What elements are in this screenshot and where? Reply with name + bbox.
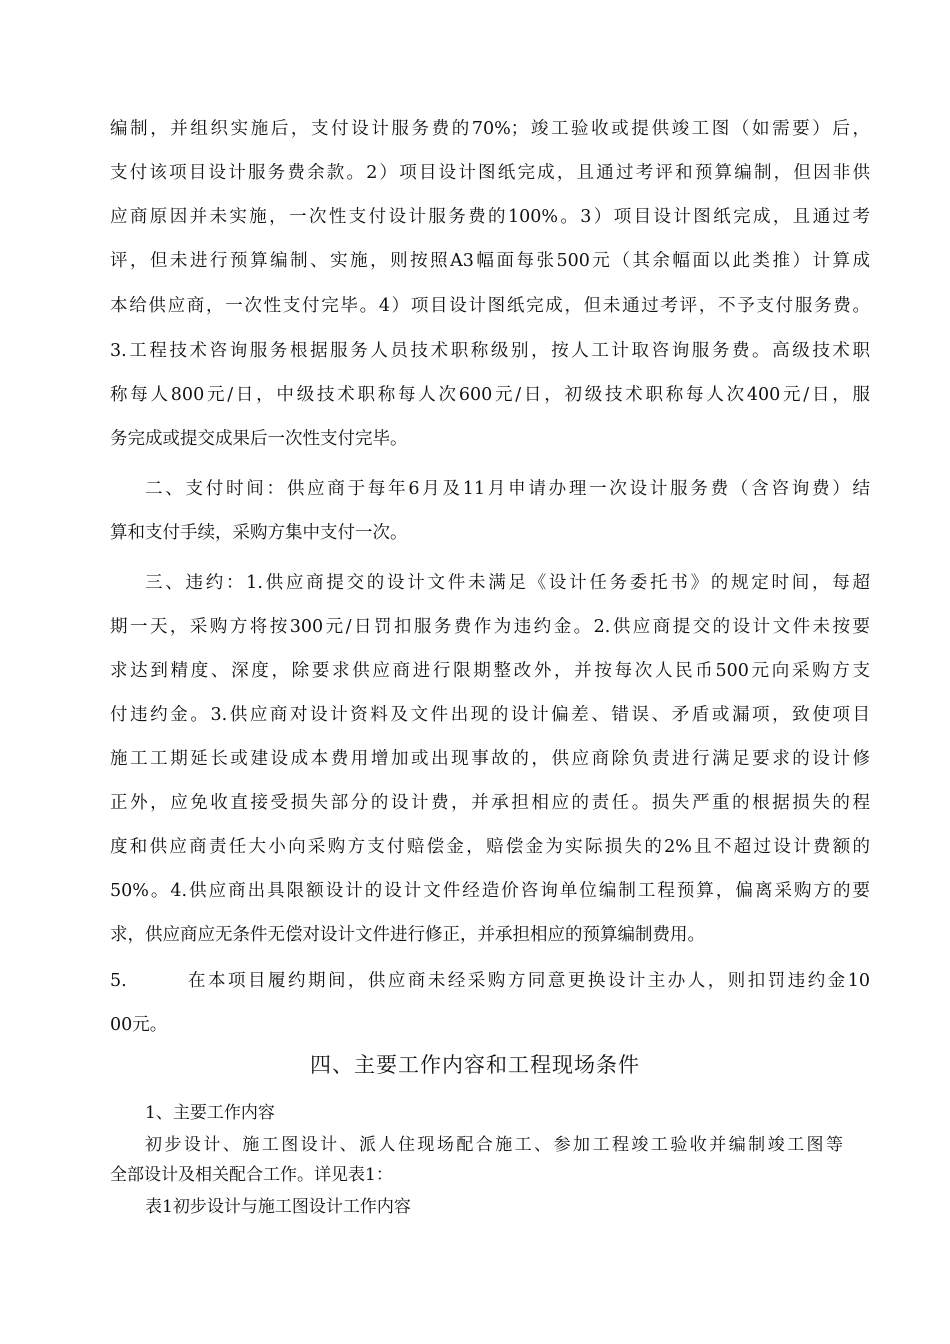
text-line: 三、违约：1.供应商提交的设计文件未满足《设计任务委托书》的规定时间，每超 <box>145 573 870 593</box>
text-line: 算和支付手续，采购方集中支付一次。 <box>110 523 408 543</box>
text-line: 求达到精度、深度，除要求供应商进行限期整改外，并按每次人民币500元向采购方支 <box>110 661 870 681</box>
table-caption: 表1初步设计与施工图设计工作内容 <box>145 1197 411 1217</box>
text-line: 称每人800元/日，中级技术职称每人次600元/日，初级技术职称每人次400元/日，服 <box>110 385 870 405</box>
text-line: 3.工程技术咨询服务根据服务人员技术职称级别，按人工计取咨询服务费。高级技术职 <box>110 341 870 361</box>
text-line: 评，但未进行预算编制、实施，则按照A3幅面每张500元（其余幅面以此类推）计算成 <box>110 251 870 271</box>
text-line: 二、支付时间：供应商于每年6月及11月申请办理一次设计服务费（含咨询费）结 <box>145 479 870 499</box>
text-line: 付违约金。3.供应商对设计资料及文件出现的设计偏差、错误、矛盾或漏项，致使项目 <box>110 705 870 725</box>
text-line: 本给供应商，一次性支付完毕。4）项目设计图纸完成，但未通过考评，不予支付服务费。 <box>110 296 870 316</box>
text-line: 全部设计及相关配合工作。详见表1： <box>110 1165 393 1185</box>
text-line: 在本项目履约期间，供应商未经采购方同意更换设计主办人，则扣罚违约金10 <box>188 971 870 991</box>
text-line: 支付该项目设计服务费余款。2）项目设计图纸完成，且通过考评和预算编制，但因非供 <box>110 163 870 183</box>
text-line: 编制，并组织实施后，支付设计服务费的70%；竣工验收或提供竣工图（如需要）后， <box>110 119 870 139</box>
section-heading: 四、主要工作内容和工程现场条件 <box>310 1053 640 1077</box>
text-line: 务完成或提交成果后一次性支付完毕。 <box>110 429 408 449</box>
text-line: 初步设计、施工图设计、派人住现场配合施工、参加工程竣工验收并编制竣工图等 <box>145 1135 843 1155</box>
text-line: 期一天，采购方将按300元/日罚扣服务费作为违约金。2.供应商提交的设计文件未按要 <box>110 617 870 637</box>
text-line: 求，供应商应无条件无偿对设计文件进行修正，并承担相应的预算编制费用。 <box>110 925 705 945</box>
text-line: 度和供应商责任大小向采购方支付赔偿金，赔偿金为实际损失的2%且不超过设计费额的 <box>110 837 870 857</box>
list-number: 5. <box>110 971 127 991</box>
subheading: 1、主要工作内容 <box>145 1103 275 1123</box>
text-line: 正外，应免收直接受损失部分的设计费，并承担相应的责任。损失严重的根据损失的程 <box>110 793 870 813</box>
text-line: 00元。 <box>110 1015 168 1035</box>
text-line: 50%。4.供应商出具限额设计的设计文件经造价咨询单位编制工程预算，偏离采购方的要 <box>110 881 870 901</box>
text-line: 施工工期延长或建设成本费用增加或出现事故的，供应商除负责进行满足要求的设计修 <box>110 749 870 769</box>
text-line: 应商原因并未实施，一次性支付设计服务费的100%。3）项目设计图纸完成，且通过考 <box>110 207 870 227</box>
